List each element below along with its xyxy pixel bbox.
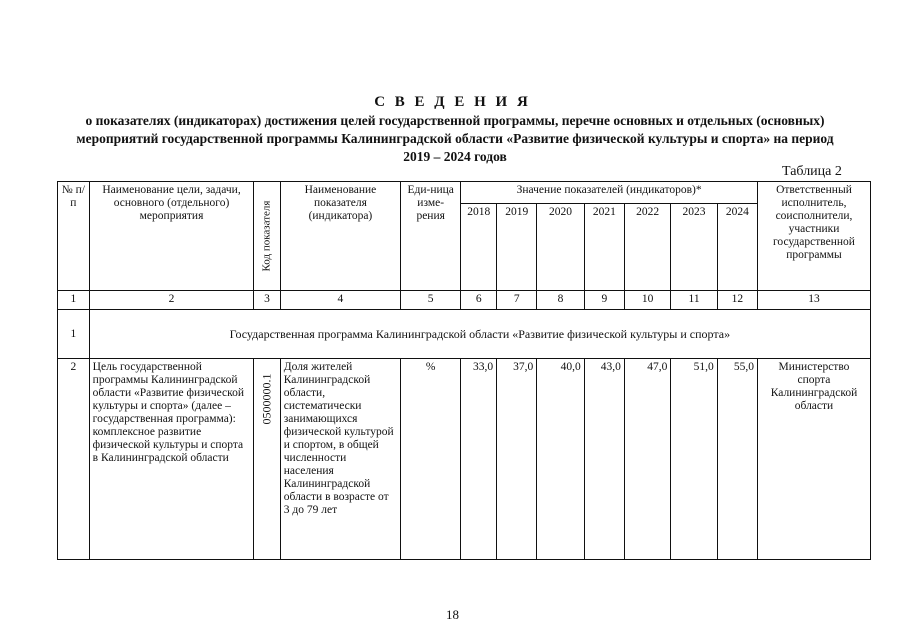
column-number: 13 <box>757 291 870 310</box>
page-number: 18 <box>446 607 459 622</box>
row-value-2024: 55,0 <box>717 359 757 560</box>
column-number: 7 <box>497 291 537 310</box>
column-number: 4 <box>280 291 400 310</box>
header-num: № п/п <box>58 182 90 291</box>
program-row-num: 1 <box>58 310 90 359</box>
table-label: Таблица 2 <box>782 164 842 179</box>
program-row-title: Государственная программа Калининградской области «Развитие физической культуры и спорта» <box>89 310 870 359</box>
row-num: 2 <box>58 359 90 560</box>
row-value-2019: 37,0 <box>497 359 537 560</box>
header-name: Наименование цели, задачи, основного (отдельного) мероприятия <box>89 182 254 291</box>
column-number: 3 <box>254 291 280 310</box>
row-value-2020: 40,0 <box>537 359 585 560</box>
column-number: 10 <box>624 291 670 310</box>
column-number: 6 <box>461 291 497 310</box>
row-value-2023: 51,0 <box>671 359 717 560</box>
header-row-top <box>58 182 871 204</box>
row-value-2022: 47,0 <box>624 359 670 560</box>
column-number: 12 <box>717 291 757 310</box>
column-number: 1 <box>58 291 90 310</box>
column-number: 9 <box>584 291 624 310</box>
header-year: 2020 <box>537 204 585 291</box>
row-unit: % <box>401 359 461 560</box>
row-executor: Министерство спорта Калининградской области <box>757 359 870 560</box>
header-year: 2024 <box>717 204 757 291</box>
column-number: 5 <box>401 291 461 310</box>
header-code <box>254 182 280 291</box>
header-values-group: Значение показателей (индикаторов)* <box>461 182 758 204</box>
column-number: 8 <box>537 291 585 310</box>
row-goal-name: Цель государственной программы Калининградской области «Развитие физической культуры и спорта» (далее – государственная программа): комплексное развитие физической культуры и спорта в Калининградской области <box>89 359 254 560</box>
indicators-table <box>57 181 871 560</box>
header-year: 2022 <box>624 204 670 291</box>
row-code <box>254 359 280 560</box>
column-number: 11 <box>671 291 717 310</box>
header-year: 2018 <box>461 204 497 291</box>
header-year: 2019 <box>497 204 537 291</box>
program-row <box>58 310 871 359</box>
row-value-2018: 33,0 <box>461 359 497 560</box>
column-number: 2 <box>89 291 254 310</box>
row-code-label: 0500000.1 <box>259 373 274 425</box>
header-year: 2023 <box>671 204 717 291</box>
header-unit: Еди-ница изме-рения <box>401 182 461 291</box>
row-value-2021: 43,0 <box>584 359 624 560</box>
row-indicator: Доля жителей Калининградской области, систематически занимающихся физической культурой и спортом, в общей численности населения Калининградской области в возрасте от 3 до 79 лет <box>280 359 400 560</box>
document-subtitle: о показателях (индикаторах) достижения целей государственной программы, перечне основных и отдельных (основных) мероприятий государственной программы Калининградской области «Развитие физической культуры и спорта» на период 2019 – 2024 годов <box>76 113 834 164</box>
header-year: 2021 <box>584 204 624 291</box>
header-code-label: Код показателя <box>260 200 273 272</box>
column-number-row <box>58 291 871 310</box>
table-row <box>58 359 871 560</box>
header-indicator: Наименование показателя (индикатора) <box>280 182 400 291</box>
document-title: С В Е Д Е Н И Я <box>374 94 531 110</box>
header-executor: Ответственный исполнитель, соисполнители, участники государственной программы <box>757 182 870 291</box>
